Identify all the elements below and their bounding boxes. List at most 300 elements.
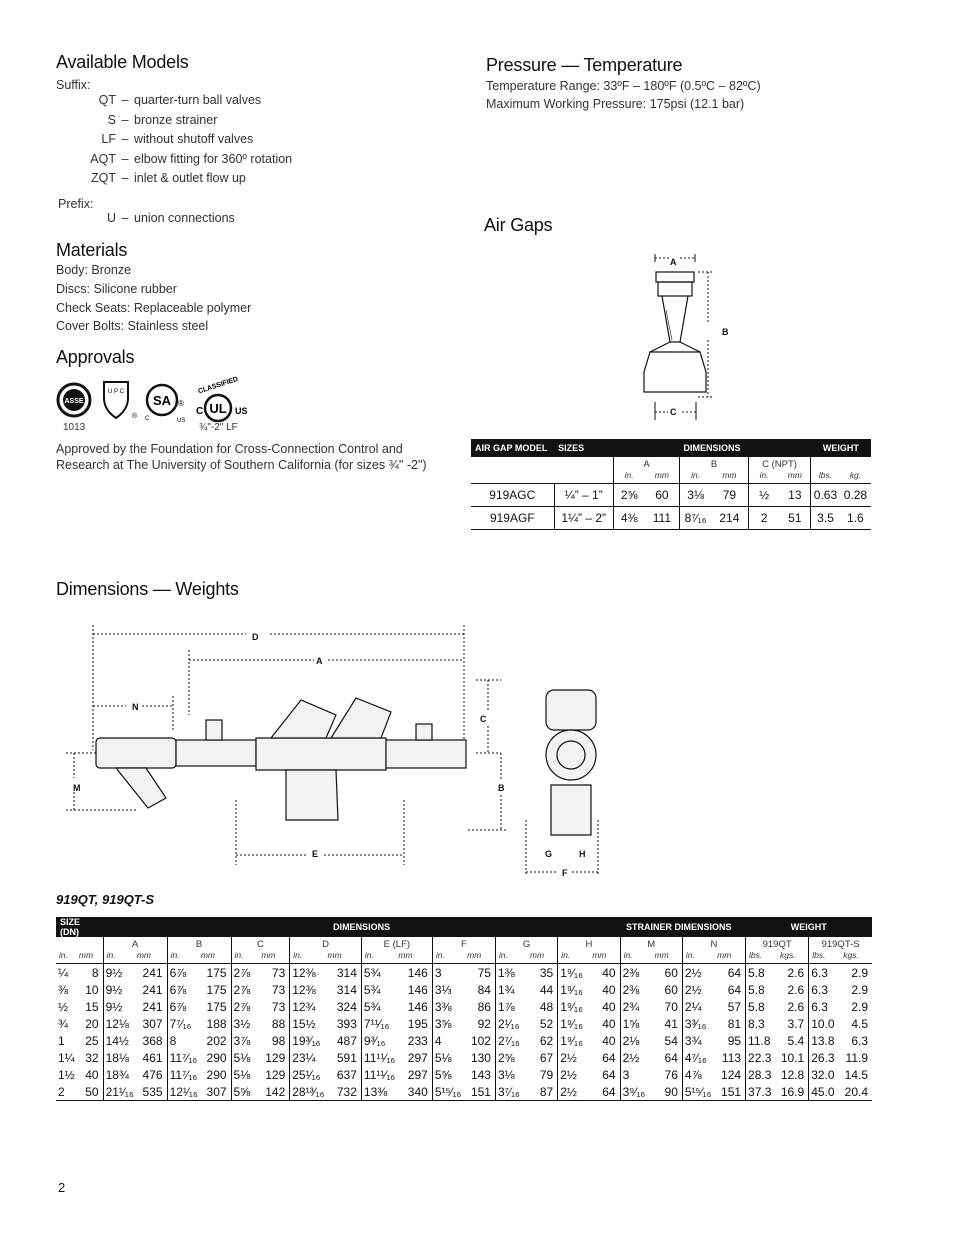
dim-cell: 5⅛ (231, 1066, 258, 1083)
dim-cell: 6.3 (809, 981, 841, 998)
airgap-drawing (620, 252, 740, 422)
dim-cell: 5¾ (361, 998, 395, 1015)
dim-cell: 52 (539, 1016, 554, 1031)
dim-unit: mm (464, 950, 495, 964)
dim-cell: 92 (477, 1016, 491, 1031)
airgap-table (471, 439, 871, 530)
model-row (56, 93, 261, 107)
table-row (56, 1083, 872, 1101)
dim-cell: 26.3 (809, 1049, 841, 1066)
dim-cell: 175 (206, 965, 227, 980)
dim-cell: 12⅜ (290, 981, 325, 998)
dim-cell: 7⁷⁄₁₆ (167, 1015, 198, 1032)
dim-cell: 12⅛ (103, 1015, 134, 1032)
dim-cell: 195 (407, 1016, 428, 1031)
svg-text:CLASSIFIED: CLASSIFIED (197, 376, 240, 396)
dim-unit: in. (432, 950, 464, 964)
dim-cell: 11⁷⁄₁₆ (167, 1066, 198, 1083)
dim-unit: mm (527, 950, 558, 964)
dim-cell: 591 (336, 1050, 357, 1065)
model-desc: inlet & outlet flow up (134, 171, 246, 185)
dim-cell: 41 (664, 1016, 678, 1031)
dim-cell: 146 (407, 982, 428, 997)
dim-subheader: E (LF) (361, 937, 432, 950)
dim-cell: 67 (539, 1050, 554, 1065)
dim-unit: mm (76, 950, 103, 964)
dim-header-strainer: STRAINER DIMENSIONS (620, 917, 745, 937)
dim-cell: ⅜ (58, 982, 69, 997)
pressure-line-1: Temperature Range: 33ºF – 180ºF (0.5ºC – 82ºC) (486, 79, 761, 93)
dim-unit: in. (361, 950, 395, 964)
dim-cell: 3⁹⁄₁₆ (620, 1083, 651, 1101)
dim-cell: 368 (142, 1033, 163, 1048)
airgap-cell: 3⅛ (680, 484, 711, 507)
model-desc: bronze strainer (134, 112, 218, 127)
dim-subheader: B (167, 937, 231, 950)
dim-cell: 20 (85, 1016, 99, 1031)
model-dash: – (121, 132, 129, 146)
dim-cell: 60 (664, 982, 678, 997)
dim-cell: 2¼ (682, 998, 714, 1015)
dim-unit: in. (231, 950, 258, 964)
svg-text:U P C: U P C (108, 389, 124, 395)
dim-cell: 14½ (103, 1032, 134, 1049)
dim-cell: 12¾ (290, 998, 325, 1015)
dim-cell: 2.6 (787, 965, 805, 980)
airgap-cell: 2⅝ (613, 484, 644, 507)
dim-cell: 5⅛ (432, 1049, 464, 1066)
airgap-unit: in. (680, 470, 711, 484)
dim-cell: 4⅞ (682, 1066, 714, 1083)
dim-cell: 1⁹⁄₁₆ (558, 998, 589, 1015)
material-item: Body: Bronze (56, 263, 132, 277)
model-desc: union connections (134, 211, 235, 225)
dim-cell: 6⅞ (167, 981, 198, 998)
dim-subheader: G (495, 937, 557, 950)
model-row (56, 113, 217, 127)
dim-cell: 73 (271, 999, 286, 1014)
dim-cell: 1⅝ (620, 1015, 651, 1032)
dim-cell: 233 (407, 1033, 428, 1048)
asse-logo-icon (58, 384, 90, 416)
upc-shield-icon (104, 382, 138, 420)
dim-cell: 1⁹⁄₁₆ (558, 981, 589, 998)
dim-cell: 2⅞ (231, 981, 258, 998)
dim-unit: mm (652, 950, 683, 964)
airgap-label-a: A (670, 257, 677, 267)
dimensions-table (56, 917, 872, 1101)
dim-cell: 11¹¹⁄₁₆ (361, 1049, 395, 1066)
dim-cell: 86 (477, 999, 491, 1014)
dim-label-h: H (579, 849, 586, 859)
dim-cell: 188 (206, 1016, 227, 1031)
dim-cell: 102 (470, 1033, 491, 1048)
airgap-unit: kg. (840, 470, 871, 484)
dim-unit: in. (558, 950, 589, 964)
airgap-cell: 2 (748, 507, 779, 530)
dim-cell: 12.8 (780, 1067, 805, 1082)
model-code: U (106, 211, 116, 225)
dim-label-b: B (498, 783, 505, 793)
airgap-cell: 1¼” – 2” (554, 507, 613, 530)
airgap-unit: mm (780, 470, 811, 484)
airgap-cell: 3.5 (811, 507, 840, 530)
table-row (56, 998, 872, 1015)
airgaps-heading: Air Gaps (484, 215, 553, 235)
airgap-unit: mm (644, 470, 679, 484)
airgap-header-model: AIR GAP MODEL (471, 439, 554, 457)
dim-cell: 10 (85, 982, 99, 997)
model-row (56, 171, 246, 185)
pressure-heading: Pressure — Temperature (486, 55, 683, 75)
materials-heading: Materials (56, 240, 128, 260)
table-row (56, 964, 872, 982)
dim-cell: 461 (142, 1050, 163, 1065)
airgap-cell: 79 (711, 484, 748, 507)
dim-cell: 1¼ (58, 1050, 75, 1065)
dim-cell: 314 (336, 965, 357, 980)
svg-text:®: ® (178, 399, 184, 408)
dim-cell: 732 (324, 1083, 361, 1101)
dim-cell: 5¹⁵⁄₁₆ (432, 1083, 464, 1101)
airgap-cell: 1.6 (840, 507, 871, 530)
svg-text:C: C (196, 406, 204, 417)
dim-cell: 73 (271, 965, 286, 980)
dim-subheader: M (620, 937, 682, 950)
dim-unit: kgs. (777, 950, 809, 964)
dim-cell: 2⅞ (231, 964, 258, 982)
dim-cell: 32.0 (809, 1066, 841, 1083)
dim-cell: 6.3 (809, 998, 841, 1015)
dim-cell: 64 (727, 965, 742, 980)
model-row (56, 152, 292, 166)
dim-cell: 3⁷⁄₁₆ (495, 1083, 526, 1101)
dim-cell: 393 (336, 1016, 357, 1031)
dim-cell: ¼ (58, 965, 69, 980)
dim-cell: 175 (206, 999, 227, 1014)
dim-cell: 324 (336, 999, 357, 1014)
table-row (56, 1049, 872, 1066)
dim-cell: 241 (142, 999, 163, 1014)
dim-cell: 5¾ (361, 964, 395, 982)
dim-cell: 20.4 (840, 1083, 872, 1101)
svg-text:US: US (177, 418, 186, 424)
dim-cell: 40 (85, 1067, 99, 1082)
dim-cell: 1⁹⁄₁₆ (558, 1015, 589, 1032)
dim-cell: 98 (271, 1033, 286, 1048)
dim-cell: 2⁷⁄₁₆ (495, 1032, 526, 1049)
dim-cell: 6⅞ (167, 964, 198, 982)
approvals-text: Approved by the Foundation for Cross-Connection Control and Research at The University of Southern California (for sizes ¾" -2") (56, 442, 427, 472)
airgap-cell: 0.63 (811, 484, 840, 507)
dim-cell: 2.9 (851, 982, 868, 997)
dim-cell: 40 (602, 965, 616, 980)
dim-unit: in. (682, 950, 714, 964)
dim-unit: mm (324, 950, 361, 964)
dim-cell: 16.9 (777, 1083, 809, 1101)
dim-cell: 314 (336, 982, 357, 997)
dim-cell: 1⁹⁄₁₆ (558, 1032, 589, 1049)
dim-cell: 25 (85, 1033, 99, 1048)
dim-cell: 6.3 (851, 1033, 868, 1048)
dim-cell: 130 (470, 1050, 491, 1065)
dim-cell: 3⅜ (432, 998, 464, 1015)
model-code: S (107, 112, 116, 127)
dim-cell: 129 (265, 1067, 286, 1082)
airgap-header-sizes: SIZES (554, 439, 613, 457)
model-code: AQT (90, 151, 116, 166)
model-desc: without shutoff valves (134, 132, 254, 146)
dim-unit: mm (714, 950, 745, 964)
dim-subheader: 919QT (746, 937, 809, 950)
dim-cell: 11⁷⁄₁₆ (167, 1049, 198, 1066)
dim-cell: 73 (271, 982, 286, 997)
dim-cell: 9½ (103, 998, 134, 1015)
dim-cell: 40 (602, 1033, 616, 1048)
dim-cell: 22.3 (746, 1049, 778, 1066)
svg-text:US: US (235, 406, 248, 416)
dim-cell: 5.4 (787, 1033, 805, 1048)
airgap-sub-a: A (613, 457, 679, 470)
csa-logo-icon (145, 385, 185, 424)
dim-cell: 143 (470, 1067, 491, 1082)
dim-cell: 70 (664, 999, 678, 1014)
airgap-unit: mm (711, 470, 748, 484)
material-item: Cover Bolts: Stainless steel (56, 319, 209, 334)
dim-cell: 9³⁄₁₆ (361, 1032, 395, 1049)
dim-cell: 90 (652, 1083, 683, 1101)
dim-cell: 3.7 (787, 1016, 805, 1031)
dim-cell: 3⅓ (432, 981, 464, 998)
dim-label-m: M (73, 783, 81, 793)
dim-cell: 3¾ (682, 1032, 714, 1049)
model-dash: – (121, 151, 129, 166)
airgap-cell: 51 (780, 507, 811, 530)
dim-cell: 535 (134, 1083, 167, 1101)
dim-cell: 14.5 (844, 1067, 868, 1082)
page-number: 2 (58, 1180, 66, 1195)
dim-cell: 28.3 (746, 1066, 778, 1083)
ul-size-note: ¾"-2" LF (199, 422, 238, 433)
dim-cell: ½ (58, 999, 69, 1014)
dim-cell: 307 (142, 1016, 163, 1031)
dim-cell: 25¹⁄₁₆ (290, 1066, 325, 1083)
model-row (56, 211, 235, 225)
dim-subheader: F (432, 937, 495, 950)
model-dash: – (121, 211, 129, 225)
dim-cell: 1 (58, 1033, 65, 1048)
airgap-header-weight: WEIGHT (811, 439, 871, 457)
dim-cell: 6⅞ (167, 998, 198, 1015)
dim-cell: 35 (539, 965, 554, 980)
table-row (56, 981, 872, 998)
approvals-heading: Approvals (56, 347, 135, 367)
dim-cell: 1½ (58, 1067, 75, 1082)
dim-cell: 1¾ (495, 981, 526, 998)
dim-cell: 84 (477, 982, 491, 997)
airgap-cell: 13 (780, 484, 811, 507)
dim-cell: 8 (91, 965, 99, 980)
dim-cell: 64 (602, 1067, 616, 1082)
dim-cell: 340 (395, 1083, 432, 1101)
dim-cell: 637 (336, 1067, 357, 1082)
model-code: ZQT (91, 171, 116, 185)
dim-cell: 64 (727, 982, 742, 997)
dim-cell: 18¾ (103, 1066, 134, 1083)
dim-cell: 5¹⁵⁄₁₆ (682, 1083, 714, 1101)
dim-unit: mm (395, 950, 432, 964)
dim-cell: 40 (602, 1016, 616, 1031)
backflow-preventer-drawing (56, 620, 616, 885)
model-code: QT (98, 93, 116, 107)
dim-cell: 44 (539, 982, 554, 997)
dim-cell: 5⅝ (231, 1083, 258, 1101)
dimensions-heading: Dimensions — Weights (56, 579, 239, 599)
dim-cell: 3³⁄₁₆ (682, 1015, 714, 1032)
dim-cell: 5.8 (746, 998, 778, 1015)
airgap-cell: 111 (644, 507, 679, 530)
airgap-cell: 4⅜ (613, 507, 644, 530)
dim-subheader: D (290, 937, 362, 950)
dim-cell: 23¼ (290, 1049, 325, 1066)
dim-cell: 64 (602, 1050, 616, 1065)
dim-cell: 2.9 (851, 999, 868, 1014)
model-dash: – (121, 171, 129, 185)
dim-cell: 5.8 (746, 964, 778, 982)
dim-cell: 13.8 (809, 1032, 841, 1049)
dim-cell: 113 (721, 1050, 742, 1065)
dim-unit: lbs. (809, 950, 841, 964)
dim-cell: 54 (664, 1033, 678, 1048)
airgap-cell: 919AGF (471, 507, 554, 530)
dim-cell: 9½ (103, 981, 134, 998)
dim-label-a: A (316, 656, 323, 666)
airgap-cell: 214 (711, 507, 748, 530)
dim-cell: 124 (721, 1067, 742, 1082)
dim-cell: 2½ (558, 1083, 589, 1101)
model-row (56, 132, 253, 146)
airgap-sub-c: C (NPT) (748, 457, 810, 470)
airgap-cell: 60 (644, 484, 679, 507)
model-desc: quarter-turn ball valves (134, 93, 262, 107)
dim-cell: 18⅛ (103, 1049, 134, 1066)
airgap-cell: ¼” – 1” (554, 484, 613, 507)
dim-cell: 95 (727, 1033, 742, 1048)
dim-cell: 3⅛ (495, 1066, 526, 1083)
dim-cell: 50 (76, 1083, 103, 1101)
dim-cell: 151 (464, 1083, 495, 1101)
dim-cell: 81 (727, 1016, 742, 1031)
model-dash: – (121, 112, 129, 127)
dim-unit: in. (495, 950, 526, 964)
dim-unit: in. (103, 950, 134, 964)
dim-cell: 76 (664, 1067, 678, 1082)
model-dash: – (121, 93, 129, 107)
dim-cell: 62 (539, 1033, 554, 1048)
dim-cell: 2½ (682, 981, 714, 998)
dim-cell: 1⅞ (495, 998, 526, 1015)
svg-text:SA: SA (152, 393, 172, 408)
dim-cell: 146 (407, 999, 428, 1014)
dim-unit: lbs. (746, 950, 778, 964)
dim-subheader: H (558, 937, 620, 950)
dim-cell: 13⅜ (361, 1083, 395, 1101)
dim-cell: 6.3 (809, 964, 841, 982)
dim-label-d: D (252, 632, 259, 642)
airgap-label-b: B (722, 327, 729, 337)
dim-subheader: A (103, 937, 167, 950)
dim-cell: 3 (620, 1066, 651, 1083)
dim-unit: in. (290, 950, 325, 964)
dim-cell: 2⅜ (620, 964, 651, 982)
dim-header-dimensions: DIMENSIONS (103, 917, 620, 937)
dim-cell: 5⅛ (231, 1049, 258, 1066)
dim-cell: 3⅝ (432, 1015, 464, 1032)
airgap-cell: 919AGC (471, 484, 554, 507)
airgap-header-dimensions: DIMENSIONS (613, 439, 810, 457)
suffix-label: Suffix: (56, 78, 91, 92)
dim-header-weight: WEIGHT (746, 917, 872, 937)
dim-cell: 3 (432, 964, 464, 982)
dim-cell: 2⅛ (620, 1032, 651, 1049)
dim-unit: mm (134, 950, 167, 964)
dim-cell: 1⅜ (495, 964, 526, 982)
dim-unit: in. (167, 950, 198, 964)
svg-text:UL: UL (209, 401, 227, 416)
dim-cell: 8 (167, 1032, 198, 1049)
dim-cell: 45.0 (809, 1083, 841, 1101)
dim-cell: 32 (85, 1050, 99, 1065)
dim-cell: 11.9 (845, 1050, 868, 1065)
dim-cell: 11¹¹⁄₁₆ (361, 1066, 395, 1083)
dim-cell: 2⅜ (620, 981, 651, 998)
pressure-line-2: Maximum Working Pressure: 175psi (12.1 bar) (486, 97, 745, 111)
dim-cell: 307 (198, 1083, 231, 1101)
ul-classified-logo-icon (196, 376, 248, 421)
dim-cell: 57 (727, 999, 742, 1014)
dim-cell: 40 (602, 999, 616, 1014)
airgap-sub-b: B (680, 457, 749, 470)
dim-cell: 1⁹⁄₁₆ (558, 964, 589, 982)
dim-cell: 28¹³⁄₁₆ (290, 1083, 325, 1101)
dim-cell: 129 (265, 1050, 286, 1065)
material-item: Discs: Silicone rubber (56, 281, 177, 296)
dim-cell: 2¹⁄₁₆ (495, 1015, 526, 1032)
available-models-heading: Available Models (56, 52, 189, 72)
dim-cell: 11.8 (746, 1032, 778, 1049)
dim-cell: 2⅞ (231, 998, 258, 1015)
airgap-cell: 0.28 (840, 484, 871, 507)
airgap-cell: ½ (748, 484, 779, 507)
dim-cell: 476 (142, 1067, 163, 1082)
dim-cell: 2.6 (787, 982, 805, 997)
model-code: LF (101, 132, 116, 146)
dim-cell: 15½ (290, 1015, 325, 1032)
dim-subheader: 919QT-S (809, 937, 872, 950)
model-desc: elbow fitting for 360º rotation (134, 151, 293, 166)
airgap-unit: lbs. (811, 470, 840, 484)
dim-cell: 5.8 (746, 981, 778, 998)
dim-unit: mm (589, 950, 620, 964)
dim-cell: 2⅝ (495, 1049, 526, 1066)
dim-cell: ¾ (58, 1016, 69, 1031)
dim-cell: 151 (714, 1083, 745, 1101)
dim-cell: 297 (407, 1067, 428, 1082)
dim-cell: 12¹⁄₁₆ (167, 1083, 198, 1101)
dim-cell: 4⁷⁄₁₆ (682, 1049, 714, 1066)
dim-cell: 2½ (558, 1049, 589, 1066)
dim-header-size: SIZE (DN) (56, 917, 103, 937)
